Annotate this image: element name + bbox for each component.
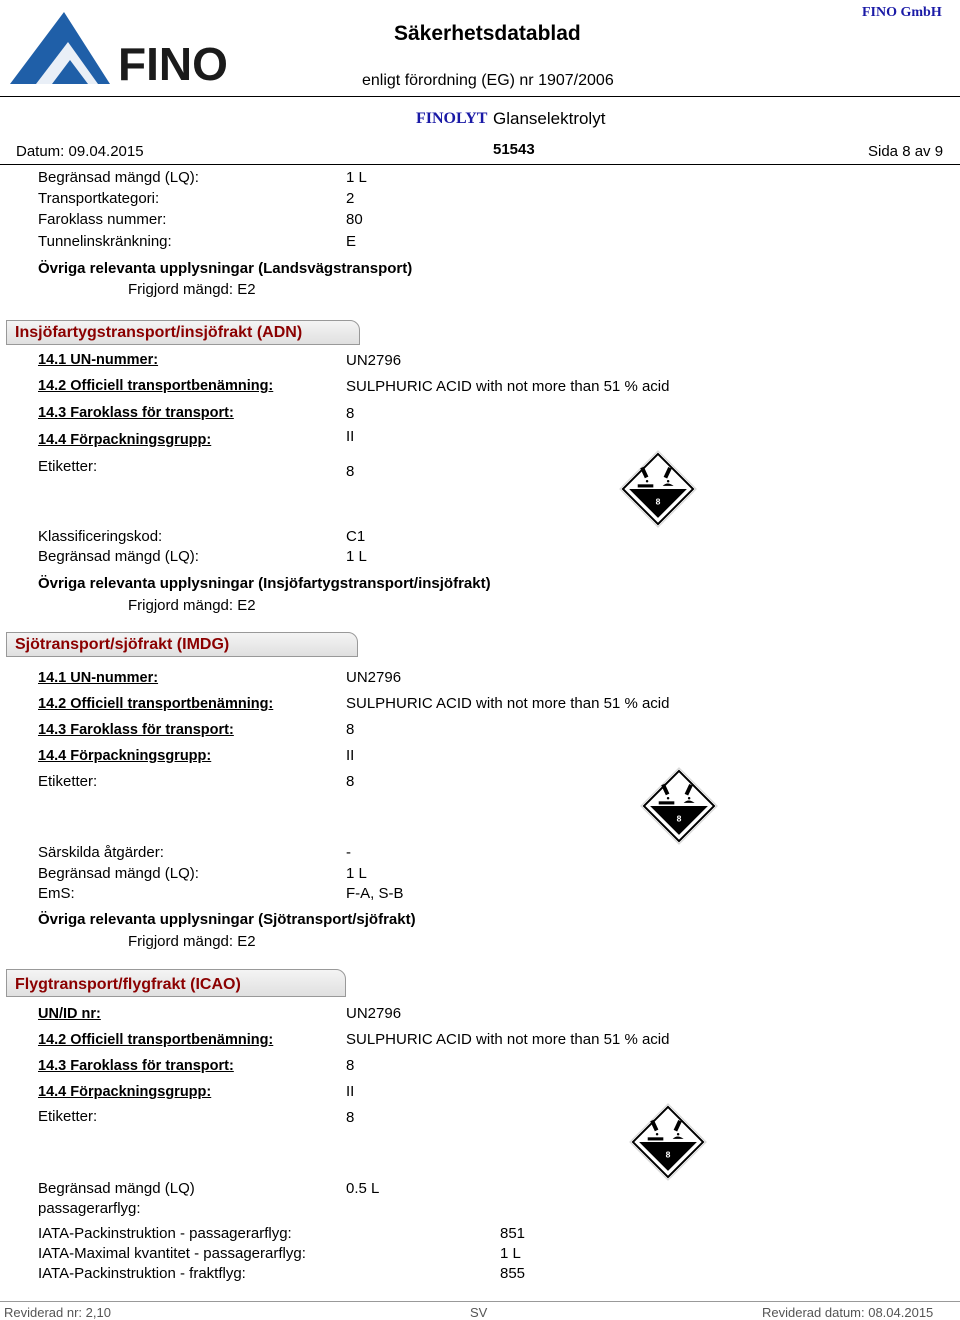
imdg-name-label: 14.2 Officiell transportbenämning: [38,696,274,712]
footer-revision-number: Reviderad nr: 2,10 [4,1305,111,1320]
road-lq-label: Begränsad mängd (LQ): [38,169,199,186]
document-title: Säkerhetsdatablad [394,22,581,45]
imdg-packing-group-value: II [346,747,355,764]
adn-classification-code-label: Klassificeringskod: [38,528,163,545]
imdg-section-title: Sjötransport/sjöfrakt (IMDG) [15,636,230,653]
imdg-labels-value: 8 [346,773,355,790]
road-tunnel-label: Tunnelinskränkning: [38,233,172,250]
imdg-ems-value: F-A, S-B [346,885,404,902]
footer-language: SV [470,1305,488,1320]
adn-un-label: 14.1 UN-nummer: [38,352,159,368]
adn-lq-label: Begränsad mängd (LQ): [38,548,199,565]
imdg-class-value: 8 [346,721,355,738]
company-name: FINO GmbH [862,5,942,20]
company-logo-text: FINO [118,38,228,88]
imdg-ems-label: EmS: [38,885,75,902]
icao-class-value: 8 [346,1057,355,1074]
adn-section-header [6,320,360,345]
road-tunnel-value: E [346,233,357,250]
icao-section-title: Flygtransport/flygfrakt (ICAO) [15,976,241,993]
road-other-heading: Övriga relevanta upplysningar (Landsvägstransport) [38,260,413,277]
adn-section-title: Insjöfartygstransport/insjöfrakt (ADN) [15,324,303,341]
imdg-labels-label: Etiketter: [38,773,98,790]
adn-packing-group-value: II [346,428,355,445]
document-date: Datum: 09.04.2015 [16,143,144,160]
icao-name-value: SULPHURIC ACID with not more than 51 % acid [346,1031,670,1048]
adn-other-value: Frigjord mängd: E2 [128,597,256,614]
hazard-class-number: 8 [676,813,682,824]
regulation-subtitle: enligt förordning (EG) nr 1907/2006 [362,72,614,89]
corrosive-hazard-diamond-icon [619,450,697,528]
adn-labels-value: 8 [346,463,355,480]
iata-passenger-instruction-label: IATA-Packinstruktion - passagerarflyg: [38,1225,292,1242]
imdg-lq-label: Begränsad mängd (LQ): [38,865,199,882]
corrosive-hazard-diamond-icon [629,1103,707,1181]
hazard-class-number: 8 [655,496,661,507]
imdg-packing-group-label: 14.4 Förpackningsgrupp: [38,748,212,764]
imdg-un-value: UN2796 [346,669,402,686]
iata-cargo-instruction-label: IATA-Packinstruktion - fraktflyg: [38,1265,246,1282]
imdg-un-label: 14.1 UN-nummer: [38,670,159,686]
imdg-class-label: 14.3 Faroklass för transport: [38,722,234,738]
iata-passenger-max-quantity-value: 1 L [500,1245,521,1262]
adn-name-label: 14.2 Officiell transportbenämning: [38,378,274,394]
product-name: Glanselektrolyt [493,109,606,128]
iata-passenger-instruction-value: 851 [500,1225,526,1242]
imdg-other-value: Frigjord mängd: E2 [128,933,256,950]
road-hazard-number-value: 80 [346,211,363,228]
product-number: 51543 [493,141,535,158]
icao-packing-group-value: II [346,1083,355,1100]
imdg-name-value: SULPHURIC ACID with not more than 51 % acid [346,695,670,712]
icao-name-label: 14.2 Officiell transportbenämning: [38,1032,274,1048]
adn-packing-group-label: 14.4 Förpackningsgrupp: [38,432,212,448]
icao-un-label: UN/ID nr: [38,1006,101,1022]
adn-un-value: UN2796 [346,352,402,369]
icao-class-label: 14.3 Faroklass för transport: [38,1058,234,1074]
road-category-value: 2 [346,190,355,207]
adn-other-heading: Övriga relevanta upplysningar (Insjöfartygstransport/insjöfrakt) [38,575,491,592]
iata-cargo-instruction-value: 855 [500,1265,526,1282]
road-lq-value: 1 L [346,169,367,186]
imdg-lq-value: 1 L [346,865,367,882]
icao-labels-value: 8 [346,1109,355,1126]
icao-un-value: UN2796 [346,1005,402,1022]
hazard-class-number: 8 [665,1149,671,1160]
road-hazard-number-label: Faroklass nummer: [38,211,167,228]
imdg-special-precautions-value: - [346,844,351,861]
corrosive-hazard-diamond-icon [640,767,718,845]
adn-class-label: 14.3 Faroklass för transport: [38,405,234,421]
imdg-other-heading: Övriga relevanta upplysningar (Sjötransport/sjöfrakt) [38,911,416,928]
icao-labels-label: Etiketter: [38,1108,98,1125]
road-category-label: Transportkategori: [38,190,160,207]
adn-labels-label: Etiketter: [38,458,98,475]
icao-packing-group-label: 14.4 Förpackningsgrupp: [38,1084,212,1100]
adn-class-value: 8 [346,405,355,422]
brand-name: FINOLYT [416,110,488,127]
road-other-value: Frigjord mängd: E2 [128,281,256,298]
adn-lq-value: 1 L [346,548,367,565]
adn-classification-code-value: C1 [346,528,366,545]
page-number: Sida 8 av 9 [868,143,944,160]
iata-passenger-max-quantity-label: IATA-Maximal kvantitet - passagerarflyg: [38,1245,306,1262]
icao-lq-value: 0.5 L [346,1180,380,1197]
adn-name-value: SULPHURIC ACID with not more than 51 % acid [346,378,670,395]
imdg-section-header [6,632,358,657]
imdg-special-precautions-label: Särskilda åtgärder: [38,844,164,861]
company-logo [6,4,228,88]
icao-lq-label-line1: Begränsad mängd (LQ) [38,1180,195,1197]
icao-lq-label-line2: passagerarflyg: [38,1200,141,1217]
footer-revision-date: Reviderad datum: 08.04.2015 [762,1305,934,1320]
icao-section-header [6,969,346,997]
